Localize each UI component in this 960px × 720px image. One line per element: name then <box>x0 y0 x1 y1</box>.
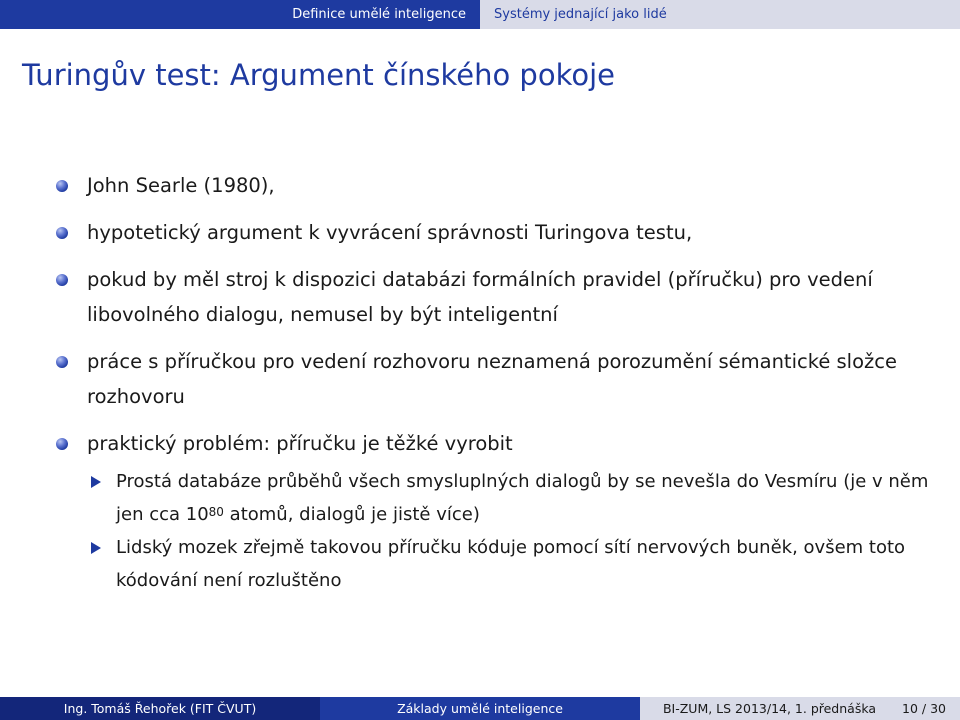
bullet-item <box>56 215 936 250</box>
bullet-item <box>56 262 936 332</box>
subbullet-text-end: atomů, dialogů je jistě více) <box>223 504 480 525</box>
nav-subsection-current[interactable]: Systémy jednající jako lidé <box>480 0 960 29</box>
footer-lecture: BI-ZUM, LS 2013/14, 1. přednáška <box>662 701 877 716</box>
navigation-bar <box>0 0 960 29</box>
bullet-icon <box>56 438 68 450</box>
footer-author: Ing. Tomáš Řehořek (FIT ČVUT) <box>0 697 320 720</box>
subbullet-item <box>91 531 936 597</box>
footer-bar <box>0 697 960 720</box>
bullet-text: práce s příručkou pro vedení rozhovoru neznamená porozumění sémantické složce rozhovoru <box>87 350 897 408</box>
subbullet-text-start: Prostá databáze průběhů všech smysluplných dialogů by se nevešla do Vesmíru (je v něm jen cca 10 <box>116 471 929 525</box>
slide-title: Turingův test: Argument čínského pokoje <box>22 58 615 92</box>
bullet-icon <box>56 274 68 286</box>
footer-lecture-info <box>640 697 960 720</box>
triangle-bullet-icon <box>91 542 101 554</box>
page-number: 10 / 30 <box>902 701 946 716</box>
nav-section-current[interactable]: Definice umělé inteligence <box>0 0 480 29</box>
bullet-item <box>56 344 936 414</box>
bullet-item <box>56 426 936 597</box>
bullet-icon <box>56 356 68 368</box>
bullet-icon <box>56 180 68 192</box>
subbullet-item <box>91 465 936 531</box>
exponent: 80 <box>208 505 224 519</box>
footer-course: Základy umělé inteligence <box>320 697 640 720</box>
bullet-item <box>56 168 936 203</box>
bullet-icon <box>56 227 68 239</box>
bullet-text: John Searle (1980), <box>87 174 275 197</box>
bullet-text: praktický problém: příručku je těžké vyrobit <box>87 432 513 455</box>
triangle-bullet-icon <box>91 476 101 488</box>
slide-content <box>56 168 936 609</box>
subbullet-text: Lidský mozek zřejmě takovou příručku kóduje pomocí sítí nervových buněk, ovšem toto kódování není rozluštěno <box>116 537 906 591</box>
bullet-text: hypotetický argument k vyvrácení správnosti Turingova testu, <box>87 221 693 244</box>
bullet-text: pokud by měl stroj k dispozici databázi formálních pravidel (příručku) pro vedení libovolného dialogu, nemusel by být inteligentní <box>87 268 873 326</box>
subbullet-list <box>91 465 936 597</box>
